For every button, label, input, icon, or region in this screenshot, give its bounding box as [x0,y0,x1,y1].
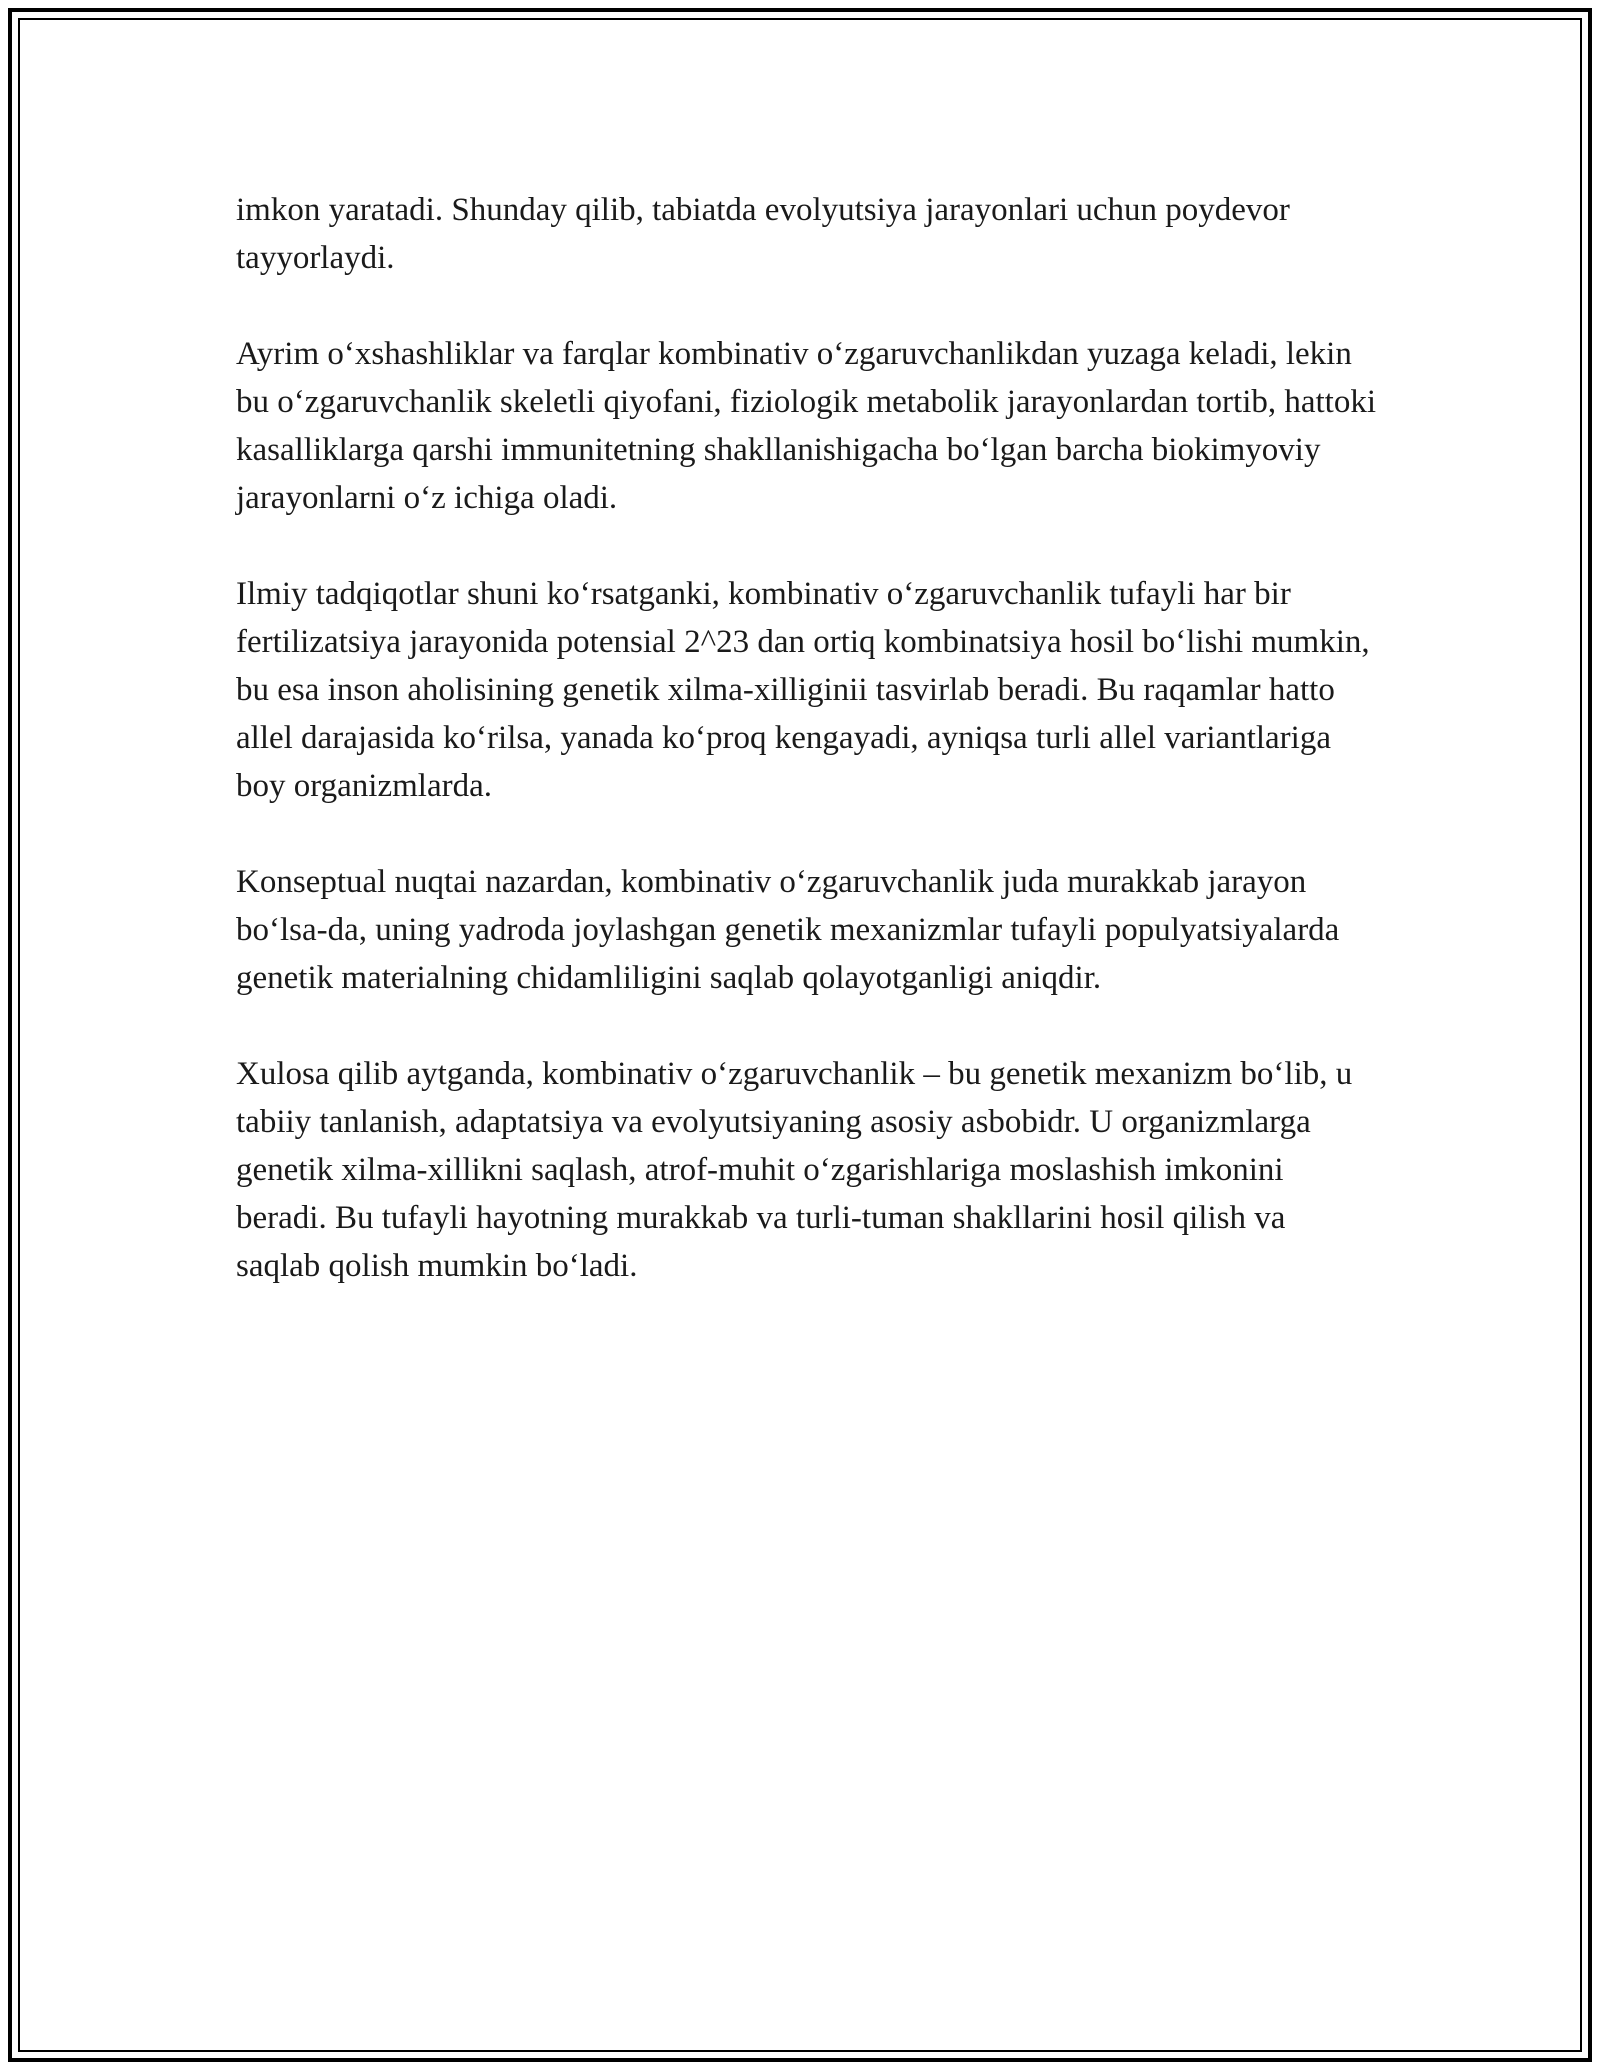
paragraph-4: Konseptual nuqtai nazardan, kombinativ o‘zgaruvchanlik juda murakkab jarayon bo‘lsa-da, uning yadroda joylashgan genetik mexanizmlar tufayli populyatsiyalarda genetik materialning chidamliligini saqlab qolayotganligi aniqdir. [236,864,1340,996]
paragraph-2: Ayrim o‘xshashliklar va farqlar kombinativ o‘zgaruvchanlikdan yuzaga keladi, lekin bu o‘zgaruvchanlik skeletli qiyofani, fiziologik metabolik jarayonlardan tortib, hattoki kasalliklarga qarshi immunitetning shakllanishigacha bo‘lgan barcha biokimyoviy jarayonlarni o‘z ichiga oladi. [236,336,1377,516]
document-body [236,186,1376,1338]
paragraph-1: imkon yaratadi. Shunday qilib, tabiatda evolyutsiya jarayonlari uchun poydevor tayyorlaydi. [236,192,1290,276]
paragraph-3: Ilmiy tadqiqotlar shuni ko‘rsatganki, kombinativ o‘zgaruvchanlik tufayli har bir fertilizatsiya jarayonida potensial 2^23 dan ortiq kombinatsiya hosil bo‘lishi mumkin, bu esa inson aholisining genetik xilma-xilliginii tasvirlab beradi. Bu raqamlar hatto allel darajasida ko‘rilsa, yanada ko‘proq kengayadi, ayniqsa turli allel variantlariga boy organizmlarda. [236,576,1370,804]
paragraph-5: Xulosa qilib aytganda, kombinativ o‘zgaruvchanlik – bu genetik mexanizm bo‘lib, u tabiiy tanlanish, adaptatsiya va evolyutsiyaning asosiy asbobidr. U organizmlarga genetik xilma-xillikni saqlash, atrof-muhit o‘zgarishlariga moslashish imkonini beradi. Bu tufayli hayotning murakkab va turli-tuman shakllarini hosil qilish va saqlab qolish mumkin bo‘ladi. [236,1056,1353,1284]
